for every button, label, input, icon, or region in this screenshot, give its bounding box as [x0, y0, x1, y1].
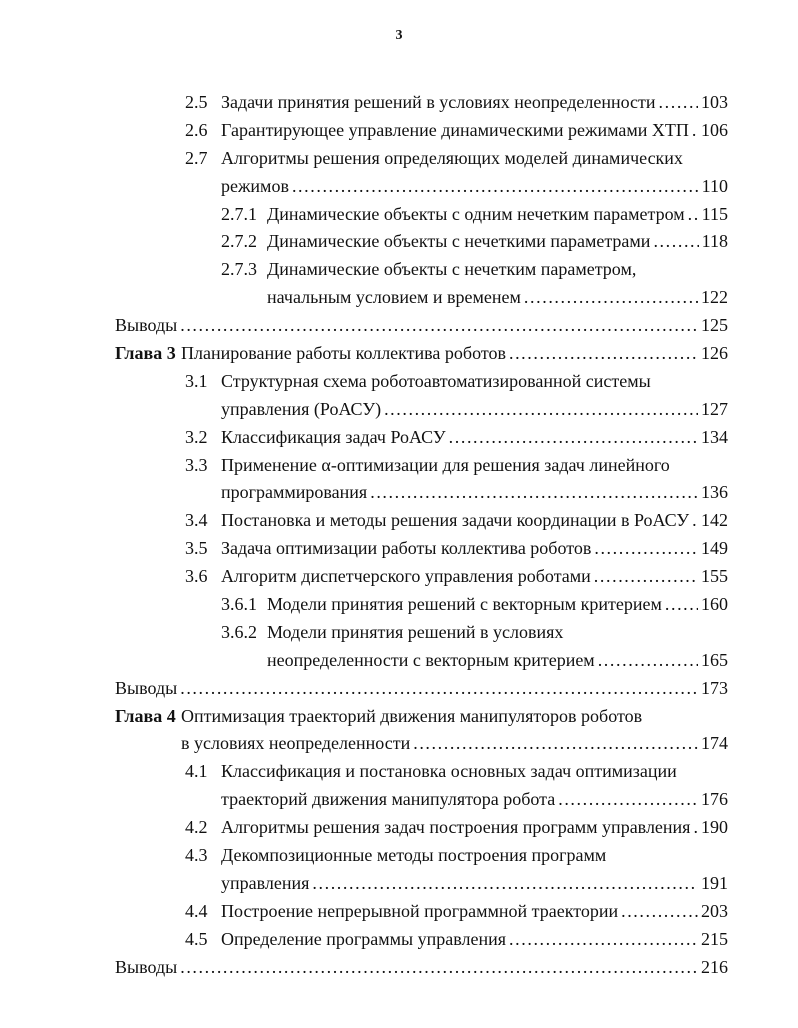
toc-entry — [0, 89, 798, 117]
toc-entry-title: Декомпозиционные методы построения программ — [221, 845, 607, 866]
toc-entry-title: программирования — [221, 482, 368, 503]
toc-entry — [0, 452, 798, 480]
toc-entry-page: 203 — [701, 900, 728, 921]
dot-leader — [524, 284, 698, 312]
toc-entry-title: режимов — [221, 175, 289, 196]
toc-entry-page: 103 — [701, 92, 728, 112]
toc-entry-page: 165 — [701, 649, 728, 670]
dot-leader — [312, 870, 698, 898]
dot-leader — [509, 926, 698, 954]
toc-entry — [0, 228, 798, 256]
toc-entry — [0, 340, 798, 368]
page-number: 3 — [395, 28, 403, 43]
toc-entry-number: 4.2 — [185, 817, 208, 838]
toc-entry — [0, 675, 798, 703]
table-of-contents — [0, 89, 798, 982]
dot-leader — [659, 89, 698, 117]
dot-leader — [413, 730, 698, 758]
toc-entry — [0, 619, 798, 647]
toc-entry — [0, 256, 798, 284]
toc-entry — [0, 145, 798, 173]
toc-entry-title: Классификация задач РоАСУ — [221, 426, 446, 447]
dot-leader — [180, 954, 698, 982]
toc-entry-title: управления (РоАСУ) — [221, 398, 382, 419]
toc-entry-title: начальным условием и временем — [267, 287, 521, 308]
dot-leader — [692, 507, 698, 535]
dot-leader — [180, 312, 698, 340]
dot-leader — [370, 479, 698, 507]
dot-leader — [509, 340, 698, 368]
toc-entry-page: 122 — [701, 287, 728, 308]
toc-entry-title: Задачи принятия решений в условиях неопределенности — [221, 92, 656, 112]
toc-entry — [0, 396, 798, 424]
toc-entry-title: Выводы — [115, 315, 178, 336]
toc-entry-title: Динамические объекты с нечетким параметром, — [267, 259, 637, 280]
toc-entry-page: 136 — [701, 482, 728, 503]
toc-entry — [0, 730, 798, 758]
toc-entry-title: Определение программы управления — [221, 928, 507, 949]
toc-entry-number: 3.6 — [185, 566, 208, 587]
toc-entry-title: Динамические объекты с нечеткими параметрами — [267, 231, 651, 252]
toc-entry-number: 2.6 — [185, 119, 208, 140]
toc-entry-title: Оптимизация траекторий движения манипуляторов роботов — [181, 705, 643, 726]
toc-entry — [0, 563, 798, 591]
toc-entry — [0, 312, 798, 340]
dot-leader — [594, 563, 698, 591]
toc-entry — [0, 424, 798, 452]
toc-entry-page: 125 — [701, 315, 728, 336]
toc-entry-page: 106 — [701, 119, 728, 140]
toc-entry-number: 4.5 — [185, 928, 208, 949]
toc-entry-title: Построение непрерывной программной траектории — [221, 900, 619, 921]
dot-leader — [665, 591, 698, 619]
toc-entry — [0, 814, 798, 842]
toc-entry-number: 2.7 — [185, 147, 208, 168]
toc-entry-page: 176 — [701, 789, 728, 810]
toc-entry — [0, 173, 798, 201]
dot-leader — [693, 814, 698, 842]
toc-entry-number: 3.1 — [185, 370, 208, 391]
toc-entry-page: 191 — [701, 872, 728, 893]
toc-entry-title: неопределенности с векторным критерием — [267, 649, 595, 670]
toc-entry — [0, 284, 798, 312]
dot-leader — [653, 228, 698, 256]
toc-entry-title: Динамические объекты с одним нечетким параметром — [267, 203, 685, 224]
dot-leader — [180, 675, 698, 703]
toc-entry-title: Гарантирующее управление динамическими режимами ХТП — [221, 119, 689, 140]
toc-entry-number: 2.7.1 — [221, 203, 257, 224]
dot-leader — [384, 396, 698, 424]
toc-entry-number: 3.6.2 — [221, 621, 257, 642]
toc-entry-title: Модели принятия решений с векторным критерием — [267, 594, 662, 615]
toc-entry — [0, 201, 798, 229]
toc-entry-page: 118 — [701, 231, 728, 252]
toc-entry-title: в условиях неопределенности — [181, 733, 411, 754]
toc-entry-title: Алгоритм диспетчерского управления роботами — [221, 566, 591, 587]
toc-entry-title: Постановка и методы решения задачи координации в РоАСУ — [221, 510, 690, 531]
toc-entry-title: управления — [221, 872, 310, 893]
toc-entry-title: Алгоритмы решения задач построения программ управления — [221, 817, 691, 838]
dot-leader — [688, 201, 699, 229]
toc-entry — [0, 368, 798, 396]
toc-entry — [0, 647, 798, 675]
toc-entry — [0, 117, 798, 145]
dot-leader — [621, 898, 698, 926]
toc-entry-title: Задача оптимизации работы коллектива роботов — [221, 538, 592, 559]
toc-entry-page: 190 — [701, 817, 728, 838]
toc-entry — [0, 870, 798, 898]
toc-entry-title: Алгоритмы решения определяющих моделей динамических — [221, 147, 683, 168]
toc-entry-number: 2.5 — [185, 92, 208, 112]
toc-entry-page: 160 — [701, 594, 728, 615]
toc-entry-page: 174 — [701, 733, 728, 754]
toc-entry-number: 2.7.2 — [221, 231, 257, 252]
toc-entry-title: Применение α-оптимизации для решения задач линейного — [221, 454, 670, 475]
toc-entry — [0, 703, 798, 731]
dot-leader — [594, 535, 698, 563]
dot-leader — [558, 786, 698, 814]
toc-entry-title: Планирование работы коллектива роботов — [181, 343, 506, 364]
toc-entry-title: траекторий движения манипулятора робота — [221, 789, 556, 810]
toc-entry — [0, 507, 798, 535]
toc-entry — [0, 954, 798, 982]
toc-entry — [0, 591, 798, 619]
toc-entry-title: Модели принятия решений в условиях — [267, 621, 564, 642]
toc-entry-number: 2.7.3 — [221, 259, 257, 280]
dot-leader — [598, 647, 698, 675]
toc-entry-number: 4.1 — [185, 761, 208, 782]
toc-entry-number: 4.3 — [185, 845, 208, 866]
toc-entry — [0, 479, 798, 507]
toc-entry — [0, 926, 798, 954]
toc-entry-page: 216 — [701, 956, 728, 977]
toc-entry-title: Классификация и постановка основных задач оптимизации — [221, 761, 677, 782]
toc-entry — [0, 758, 798, 786]
toc-entry-number: 3.2 — [185, 426, 208, 447]
toc-entry-page: 134 — [701, 426, 728, 447]
toc-entry — [0, 898, 798, 926]
toc-entry-page: 173 — [701, 677, 728, 698]
toc-entry-number: Глава 4 — [115, 705, 176, 726]
toc-entry-page: 215 — [701, 928, 728, 949]
toc-entry-number: 3.6.1 — [221, 594, 257, 615]
toc-entry-title: Выводы — [115, 956, 178, 977]
toc-entry — [0, 535, 798, 563]
toc-entry-page: 149 — [701, 538, 728, 559]
dot-leader — [692, 117, 698, 145]
toc-entry-title: Выводы — [115, 677, 178, 698]
toc-entry — [0, 842, 798, 870]
toc-entry-page: 155 — [701, 566, 728, 587]
toc-entry-title: Структурная схема роботоавтоматизированной системы — [221, 370, 651, 391]
toc-entry-number: 3.3 — [185, 454, 208, 475]
toc-entry-number: 3.5 — [185, 538, 208, 559]
toc-entry — [0, 786, 798, 814]
toc-entry-page: 115 — [701, 203, 728, 224]
toc-entry-page: 110 — [701, 175, 728, 196]
toc-entry-number: 3.4 — [185, 510, 208, 531]
dot-leader — [449, 424, 698, 452]
toc-entry-number: 4.4 — [185, 900, 208, 921]
toc-entry-page: 127 — [701, 398, 728, 419]
dot-leader — [292, 173, 699, 201]
toc-entry-page: 126 — [701, 343, 728, 364]
toc-entry-page: 142 — [701, 510, 728, 531]
toc-entry-number: Глава 3 — [115, 343, 176, 364]
